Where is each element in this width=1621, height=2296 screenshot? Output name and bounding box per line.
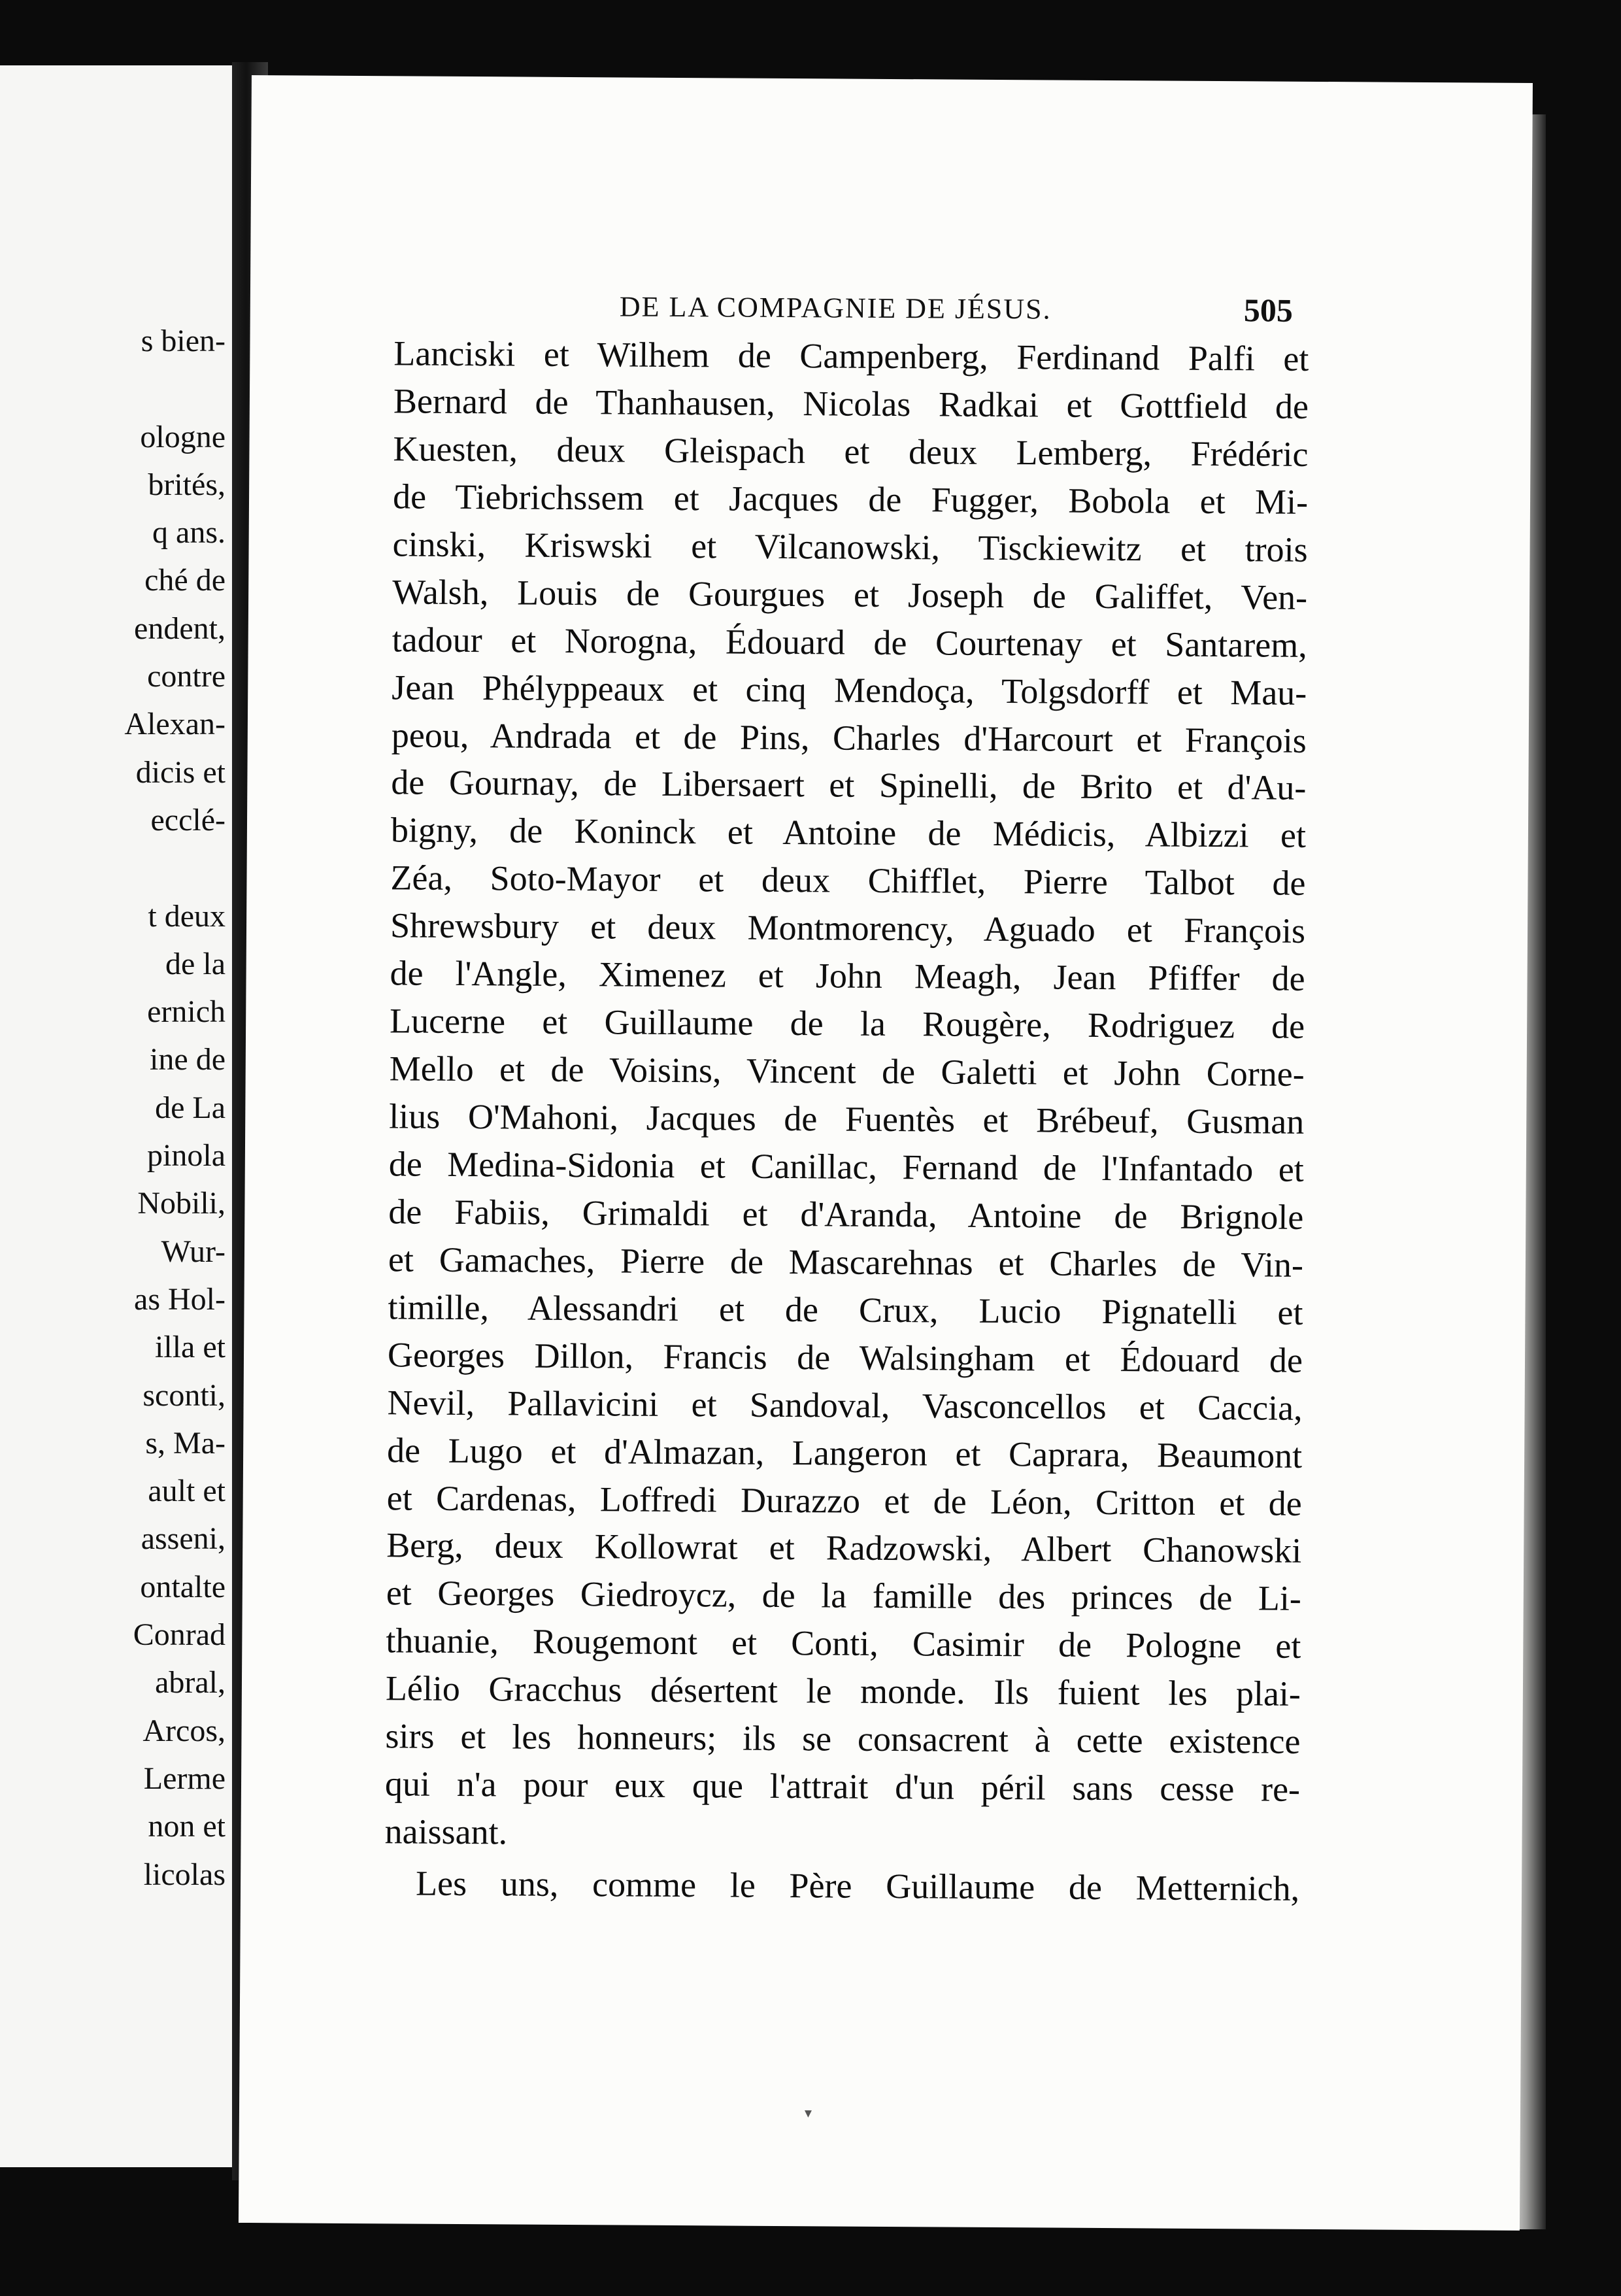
left-page-line: ernich: [147, 994, 226, 1030]
page-mark: ▾: [804, 2105, 812, 2122]
left-page-line: [0, 844, 226, 892]
text-line: Berg, deux Kollowrat et Radzowski, Albert Chanowski: [386, 1525, 1302, 1571]
left-page-line: endent,: [134, 611, 226, 646]
text-line: et Cardenas, Loffredi Durazzo et de Léon, Critton et de: [386, 1477, 1302, 1523]
text-line: peou, Andrada et de Pins, Charles d'Harcourt et François: [391, 715, 1307, 760]
text-line: timille, Alessandri et de Crux, Lucio Pignatelli et: [388, 1287, 1303, 1332]
text-line: cinski, Kriswski et Vilcanowski, Tisckiewitz et trois: [392, 524, 1308, 569]
body-text: [384, 329, 1309, 1912]
paragraph-first-line: Les uns, comme le Père Guillaume de Metternich,: [415, 1863, 1300, 1908]
left-page-line: Nobili,: [137, 1186, 226, 1221]
text-line: bigny, de Koninck et Antoine de Médicis, Albizzi et: [390, 810, 1307, 856]
left-page-line: [0, 365, 226, 413]
text-line: lius O'Mahoni, Jacques de Fuentès et Brébeuf, Gusman: [389, 1096, 1305, 1141]
text-line: Jean Phélyppeaux et cinq Mendoça, Tolgsdorff et Mau-: [392, 667, 1307, 713]
left-page-line: licolas: [143, 1857, 226, 1892]
running-head: [250, 288, 1531, 335]
left-page-line: abral,: [155, 1665, 226, 1700]
left-page-line: s bien-: [141, 324, 226, 358]
left-page-line: illa et: [155, 1330, 226, 1365]
text-line: de Gournay, de Libersaert et Spinelli, de Brito et d'Au-: [391, 762, 1307, 808]
running-title: DE LA COMPAGNIE DE JÉSUS.: [619, 290, 1052, 326]
text-line: Kuesten, deux Gleispach et deux Lemberg, Frédéric: [393, 429, 1309, 474]
text-line: de Fabiis, Grimaldi et d'Aranda, Antoine de Brignole: [388, 1192, 1304, 1237]
text-line: et Gamaches, Pierre de Mascarehnas et Charles de Vin-: [388, 1240, 1304, 1285]
left-page-line: dicis et: [135, 754, 226, 790]
left-page-line: ine de: [150, 1042, 226, 1077]
left-page-line: ologne: [140, 419, 226, 454]
left-page-line: sconti,: [142, 1377, 226, 1413]
text-line: naissant.: [384, 1812, 508, 1852]
left-page-line: ecclé-: [150, 802, 226, 837]
text-line: Georges Dillon, Francis de Walsingham et Édouard de: [387, 1334, 1303, 1380]
left-page-line: contre: [147, 659, 226, 694]
left-page-line: t deux: [148, 898, 226, 934]
left-page-text: [0, 317, 226, 1899]
left-page-line: ché de: [144, 563, 226, 598]
left-page-line: brités,: [148, 467, 226, 502]
left-page-line: asseni,: [141, 1521, 226, 1557]
text-line: Shrewsbury et deux Montmorency, Aguado et François: [390, 905, 1306, 951]
text-line: de l'Angle, Ximenez et John Meagh, Jean Pfiffer de: [390, 953, 1305, 999]
page-number: 505: [1243, 292, 1294, 329]
left-page-line: Conrad: [133, 1617, 226, 1653]
text-line: Walsh, Louis de Gourgues et Joseph de Galiffet, Ven-: [392, 572, 1308, 617]
left-page-line: de La: [155, 1090, 226, 1125]
left-page-line: Wur-: [161, 1234, 226, 1269]
text-line: thuanie, Rougemont et Conti, Casimir de Pologne et: [386, 1621, 1301, 1666]
left-page-line: pinola: [147, 1138, 226, 1173]
text-line: de Tiebrichssem et Jacques de Fugger, Bobola et Mi-: [392, 477, 1309, 522]
text-line: Nevil, Pallavicini et Sandoval, Vasconcellos et Caccia,: [387, 1382, 1303, 1428]
text-line: Bernard de Thanhausen, Nicolas Radkai et Gottfield de: [393, 381, 1309, 426]
text-line: qui n'a pour eux que l'attrait d'un péril sans cesse re-: [384, 1764, 1301, 1809]
left-page-line: Lerme: [143, 1761, 226, 1796]
text-line: Lanciski et Wilhem de Campenberg, Ferdinand Palfi et: [393, 333, 1309, 379]
text-line: Zéa, Soto-Mayor et deux Chifflet, Pierre Talbot de: [390, 858, 1306, 903]
left-page-line: ontalte: [140, 1569, 226, 1604]
text-line: de Medina-Sidonia et Canillac, Fernand de l'Infantado et: [388, 1144, 1304, 1189]
text-line: Lucerne et Guillaume de la Rougère, Rodriguez de: [389, 1001, 1305, 1046]
left-page-line: as Hol-: [134, 1281, 226, 1317]
left-page-line: Alexan-: [124, 707, 226, 742]
text-line: de Lugo et d'Almazan, Langeron et Caprara, Beaumont: [386, 1430, 1303, 1476]
left-page: [0, 65, 236, 2167]
text-line: tadour et Norogna, Édouard de Courtenay et Santarem,: [392, 619, 1307, 665]
left-page-line: de la: [165, 946, 226, 981]
left-page-line: ault et: [148, 1474, 226, 1509]
text-line: et Georges Giedroycz, de la famille des princes de Li-: [386, 1573, 1301, 1619]
left-page-line: Arcos,: [142, 1713, 226, 1748]
text-line: Lélio Gracchus désertent le monde. Ils fuient les plai-: [385, 1668, 1301, 1714]
left-page-line: non et: [148, 1809, 226, 1844]
left-page-line: q ans.: [152, 515, 226, 550]
left-page-line: s, Ma-: [145, 1425, 226, 1460]
right-page: [239, 75, 1533, 2231]
text-line: sirs et les honneurs; ils se consacrent à cette existence: [385, 1716, 1301, 1762]
text-line: Mello et de Voisins, Vincent de Galetti et John Corne-: [389, 1049, 1305, 1094]
